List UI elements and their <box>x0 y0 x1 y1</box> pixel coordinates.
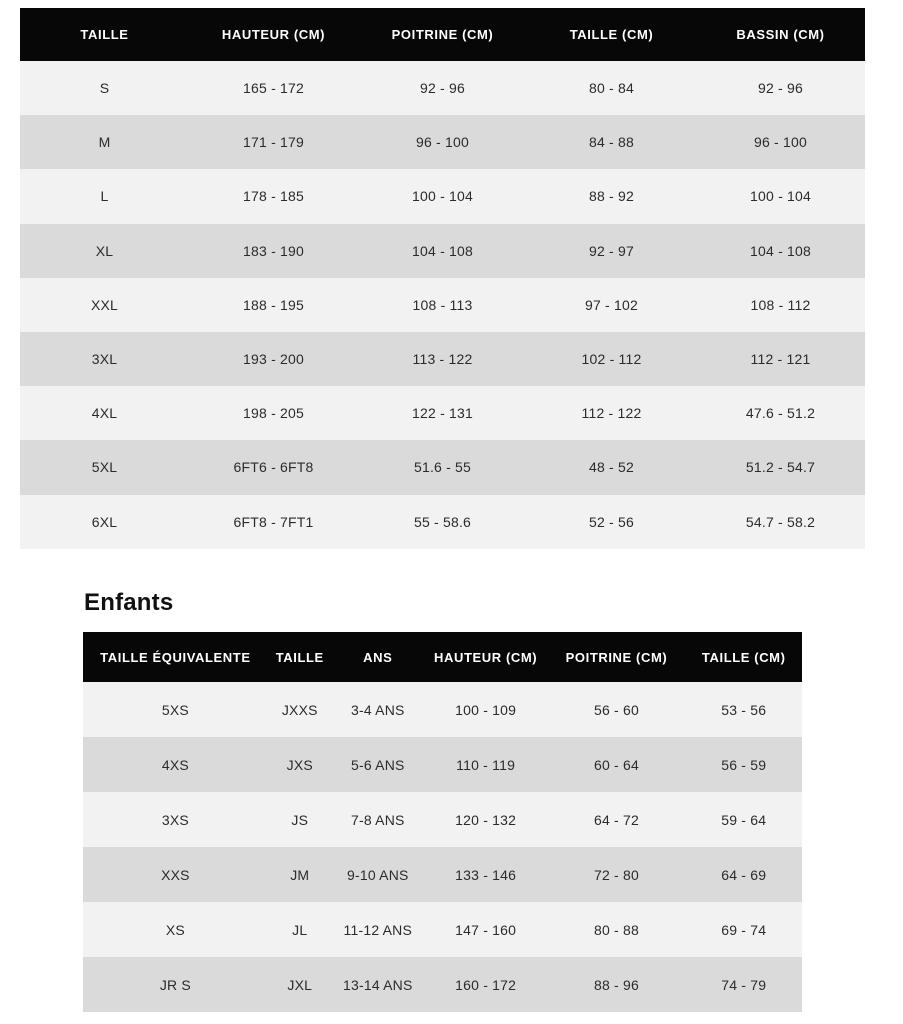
table-cell: JR S <box>159 976 191 993</box>
table-row <box>20 278 865 332</box>
table-cell: 100 - 109 <box>455 701 517 718</box>
table-cell: 112 - 122 <box>581 405 642 422</box>
table-cell: 13-14 ANS <box>343 976 413 993</box>
table-cell: 56 - 59 <box>721 756 767 773</box>
table-cell: 104 - 108 <box>412 242 473 259</box>
table-cell: 59 - 64 <box>721 811 767 828</box>
column-header: TAILLE (CM) <box>701 649 786 665</box>
table-cell: XL <box>95 242 114 259</box>
table-cell: 108 - 113 <box>412 296 473 313</box>
table-header-row <box>20 8 865 61</box>
table-row <box>20 115 865 169</box>
table-cell: 171 - 179 <box>243 134 304 151</box>
table-row <box>20 332 865 386</box>
table-row <box>83 957 802 1012</box>
table-cell: 64 - 72 <box>593 811 639 828</box>
table-row <box>83 737 802 792</box>
column-header: HAUTEUR (CM) <box>221 27 326 42</box>
table-cell: 3-4 ANS <box>351 701 405 718</box>
table-cell: 5XL <box>91 459 118 476</box>
table-cell: 3XS <box>161 811 189 828</box>
table-cell: M <box>98 134 111 151</box>
table-cell: JL <box>292 921 308 938</box>
table-cell: 80 - 84 <box>589 80 634 97</box>
table-cell: 178 - 185 <box>243 188 304 205</box>
table-cell: 6XL <box>91 513 118 530</box>
table-cell: 100 - 104 <box>750 188 811 205</box>
table-cell: 92 - 96 <box>420 80 465 97</box>
table-cell: 120 - 132 <box>455 811 517 828</box>
table-cell: 5-6 ANS <box>351 756 405 773</box>
table-cell: JS <box>291 811 309 828</box>
table-cell: L <box>100 188 109 205</box>
table-cell: 188 - 195 <box>243 296 304 313</box>
table-cell: 110 - 119 <box>456 756 516 773</box>
table-cell: 11-12 ANS <box>343 921 413 938</box>
table-row <box>83 792 802 847</box>
table-cell: 92 - 96 <box>758 80 803 97</box>
table-cell: JXL <box>287 976 313 993</box>
table-cell: 198 - 205 <box>243 405 304 422</box>
table-cell: 88 - 92 <box>589 188 634 205</box>
table-cell: 97 - 102 <box>585 296 638 313</box>
table-cell: 9-10 ANS <box>347 866 409 883</box>
table-cell: 69 - 74 <box>721 921 767 938</box>
table-cell: 55 - 58.6 <box>413 513 472 530</box>
column-header: HAUTEUR (CM) <box>434 649 538 665</box>
table-cell: 80 - 88 <box>593 921 639 938</box>
table-cell: 5XS <box>161 701 189 718</box>
table-cell: 102 - 112 <box>581 351 642 368</box>
table-cell: 47.6 - 51.2 <box>745 405 816 422</box>
table-cell: XXS <box>161 866 190 883</box>
table-cell: 108 - 112 <box>750 296 811 313</box>
table-cell: 51.2 - 54.7 <box>745 459 816 476</box>
column-header: TAILLE <box>80 27 129 42</box>
table-cell: 60 - 64 <box>593 756 639 773</box>
table-cell: 4XS <box>161 756 189 773</box>
table-cell: 6FT6 - 6FT8 <box>233 459 314 476</box>
column-header: BASSIN (CM) <box>736 27 825 42</box>
table-cell: JM <box>290 866 310 883</box>
table-cell: S <box>99 80 110 97</box>
table-cell: 64 - 69 <box>721 866 767 883</box>
table-cell: 133 - 146 <box>455 866 517 883</box>
table-cell: 104 - 108 <box>750 242 811 259</box>
table-cell: 3XL <box>91 351 118 368</box>
table-cell: 52 - 56 <box>589 513 634 530</box>
table-cell: 122 - 131 <box>412 405 473 422</box>
table-row <box>20 495 865 549</box>
table-row <box>20 386 865 440</box>
children-size-table <box>83 632 802 1012</box>
table-cell: 92 - 97 <box>589 242 634 259</box>
column-header: TAILLE (CM) <box>569 27 654 42</box>
column-header: ANS <box>363 649 393 665</box>
table-row <box>83 902 802 957</box>
table-cell: 147 - 160 <box>455 921 517 938</box>
table-cell: 112 - 121 <box>750 351 811 368</box>
table-cell: 54.7 - 58.2 <box>745 513 816 530</box>
table-cell: 100 - 104 <box>412 188 473 205</box>
table-cell: 84 - 88 <box>589 134 634 151</box>
column-header: TAILLE ÉQUIVALENTE <box>100 649 251 665</box>
table-cell: 88 - 96 <box>593 976 639 993</box>
table-row <box>83 682 802 737</box>
table-cell: 4XL <box>91 405 118 422</box>
table-row <box>20 61 865 115</box>
table-cell: 53 - 56 <box>721 701 767 718</box>
table-row <box>20 224 865 278</box>
table-header-row <box>83 632 802 682</box>
table-cell: 193 - 200 <box>243 351 304 368</box>
adult-size-table <box>20 8 865 549</box>
table-row <box>83 847 802 902</box>
table-row <box>20 440 865 494</box>
table-cell: JXS <box>286 756 313 773</box>
table-cell: XXL <box>90 296 119 313</box>
table-cell: 7-8 ANS <box>351 811 405 828</box>
table-cell: 96 - 100 <box>754 134 807 151</box>
children-section-heading: Enfants <box>84 589 174 616</box>
table-cell: 51.6 - 55 <box>413 459 472 476</box>
table-cell: 165 - 172 <box>243 80 304 97</box>
table-cell: 56 - 60 <box>593 701 639 718</box>
table-cell: XS <box>165 921 185 938</box>
table-cell: 183 - 190 <box>243 242 304 259</box>
table-cell: 48 - 52 <box>589 459 634 476</box>
table-cell: 113 - 122 <box>412 351 473 368</box>
table-cell: 96 - 100 <box>416 134 469 151</box>
table-cell: 6FT8 - 7FT1 <box>233 513 314 530</box>
table-cell: 160 - 172 <box>455 976 517 993</box>
column-header: TAILLE <box>275 649 324 665</box>
column-header: POITRINE (CM) <box>565 649 668 665</box>
table-row <box>20 169 865 223</box>
table-cell: 72 - 80 <box>593 866 639 883</box>
table-cell: 74 - 79 <box>721 976 767 993</box>
column-header: POITRINE (CM) <box>391 27 494 42</box>
table-cell: JXXS <box>281 701 318 718</box>
